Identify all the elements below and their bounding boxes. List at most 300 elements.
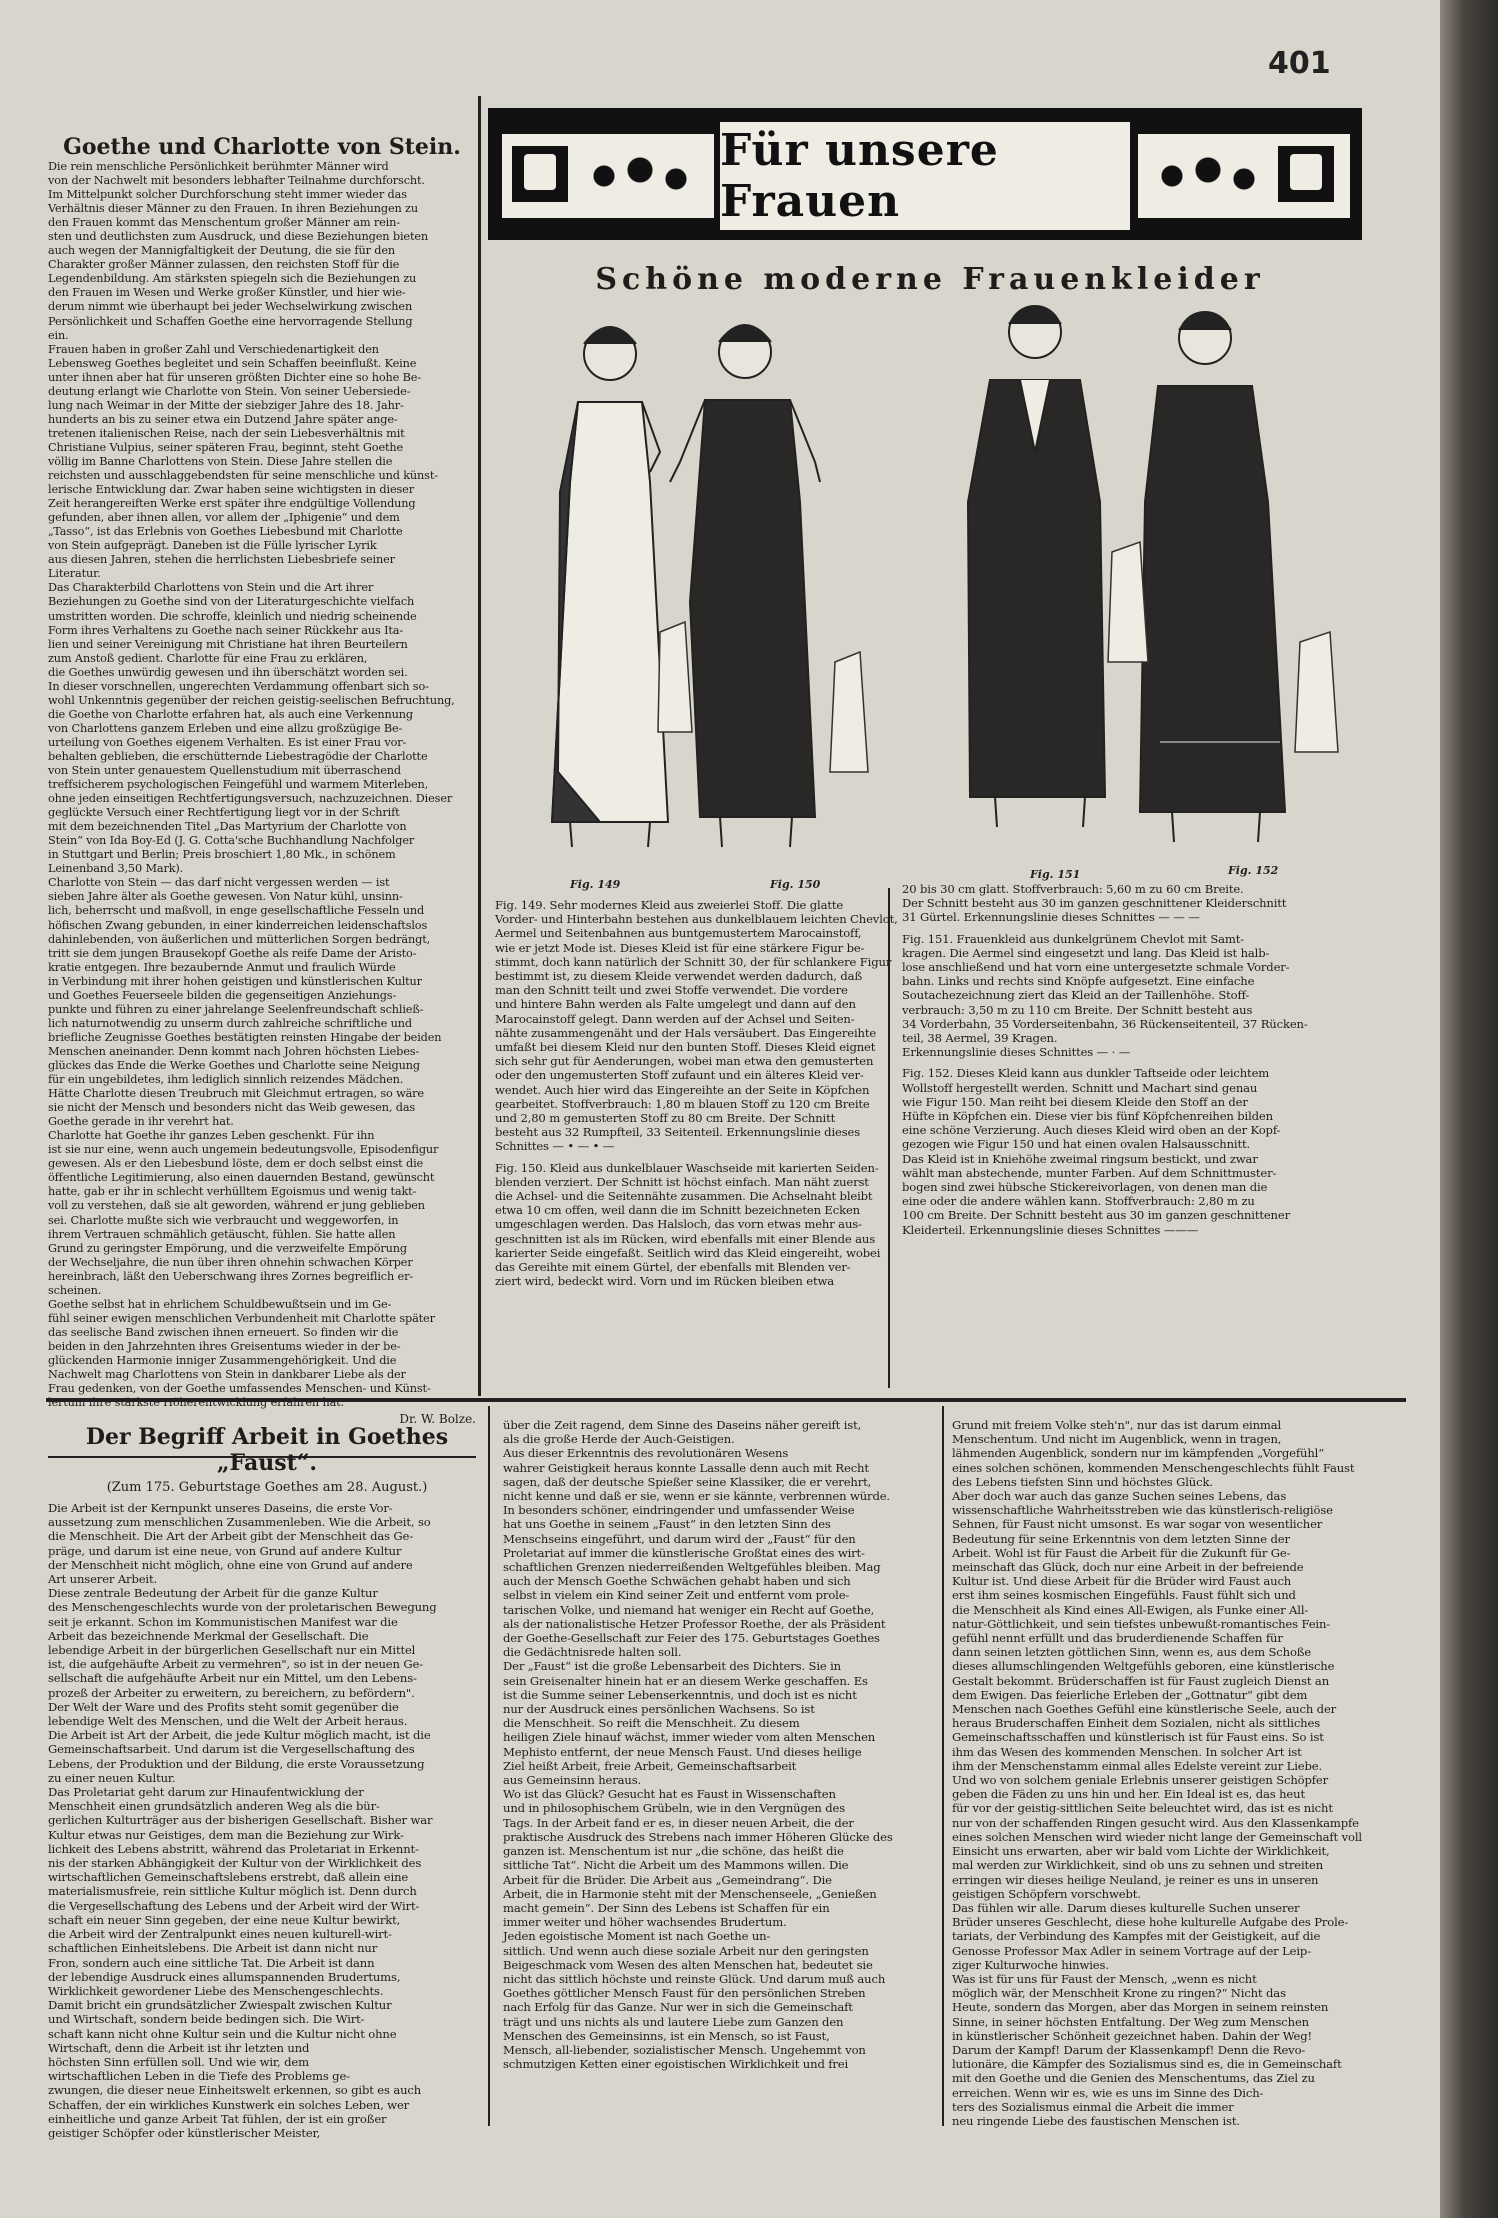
text-line: schaft ein neuer Sinn gegeben, der eine neue Kultur bewirkt, bbox=[48, 1912, 401, 1927]
column-divider bbox=[488, 1406, 490, 2126]
text-line: in Verbindung mit ihrer hohen geistigen und künstlerischen Kultur bbox=[48, 974, 422, 988]
text-line: ohne jeden einseitigen Rechtfertigungsversuch, nachzuzeichnen. Dieser bbox=[48, 792, 453, 806]
text-line: den Frauen kommt das Menschentum großer Männer am rein- bbox=[48, 216, 400, 230]
figure-152 bbox=[1140, 312, 1285, 842]
text-line: kragen. Die Aermel sind eingesetzt und lang. Das Kleid ist halb- bbox=[902, 945, 1270, 960]
text-line: gefühl nennt erfüllt und das bruderdienende Schaffen für bbox=[952, 1631, 1283, 1646]
text-line: Schaffen, der ein wirkliches Kunstwerk ein solches Leben, wer bbox=[48, 2097, 410, 2112]
text-line: sellschaft die aufgehäufte Arbeit nur ein Mittel, um den Lebens- bbox=[48, 1671, 417, 1686]
text-line: sich sehr gut für Aenderungen, wobei man etwa den gemusterten bbox=[495, 1054, 874, 1069]
text-line: kratie entgegen. Ihre bezaubernde Anmut und fraulich Würde bbox=[48, 960, 396, 974]
text-line: Zeit herangereiften Werke erst später ihre endgültige Vollendung bbox=[48, 497, 416, 511]
text-line: etwa 10 cm offen, weil dann die im Schnitt bezeichneten Ecken bbox=[495, 1203, 860, 1218]
text-line: eines solchen Menschen wird wieder nicht lange der Gemeinschaft voll bbox=[952, 1829, 1362, 1844]
text-line: als der nationalistische Hetzer Professor Roethe, der als Präsident bbox=[503, 1616, 886, 1631]
text-line: Arbeit. Wohl ist für Faust die Arbeit für die Zukunft für Ge- bbox=[952, 1545, 1291, 1560]
text-line: ihm das Wesen des kommenden Menschen. In solcher Art ist bbox=[952, 1744, 1302, 1759]
text-line: gerlichen Kulturträger aus der bisherigen Gesellschaft. Bisher war bbox=[48, 1813, 433, 1828]
text-line: neu ringende Liebe des faustischen Menschen ist. bbox=[952, 2113, 1240, 2128]
text-line: erreichen. Wenn wir es, wie es uns im Sinne des Dich- bbox=[952, 2085, 1264, 2100]
figure-label: Fig. 149 bbox=[570, 878, 621, 891]
text-line: das Gereihte mit einem Gürtel, der ebenfalls mit Blenden ver- bbox=[495, 1260, 851, 1275]
text-line: natur-Göttlichkeit, und sein tiefstes unbewußt-romantisches Fein- bbox=[952, 1616, 1331, 1631]
text-line: hunderts an bis zu seiner etwa ein Dutzend Jahre später ange- bbox=[48, 412, 398, 426]
text-line: von Stein unter genauestem Quellenstudium mit überraschend bbox=[48, 764, 401, 778]
text-line: Gestalt bekommt. Brüderschaffen ist für Faust zugleich Dienst an bbox=[952, 1673, 1330, 1688]
text-line: punkte und führen zu einer jahrelange Seelenfreundschaft schließ- bbox=[48, 1002, 424, 1016]
text-line: Beziehungen zu Goethe sind von der Literaturgeschichte vielfach bbox=[48, 595, 415, 609]
text-line: als die große Herde der Auch-Geistigen. bbox=[503, 1432, 735, 1447]
text-line: blenden verziert. Der Schnitt ist höchst einfach. Man näht zuerst bbox=[495, 1174, 869, 1189]
text-line: Wirtschaft, denn die Arbeit ist ihr letzten und bbox=[48, 2040, 310, 2055]
text-line: des Menschengeschlechts wurde von der proletarischen Bewegung bbox=[48, 1600, 437, 1615]
text-line: Gemeinschaftsarbeit. Und darum ist die Vergesellschaftung des bbox=[48, 1742, 415, 1757]
text-line: gewesen. Als er den Liebesbund löste, dem er doch selbst einst die bbox=[48, 1157, 424, 1171]
text-line: dieses allumschlingenden Weltgefühls geboren, eine künstlerische bbox=[952, 1659, 1335, 1674]
text-line: In dieser vorschnellen, ungerechten Verdammung offenbart sich so- bbox=[48, 679, 429, 693]
text-line: Stein“ von Ida Boy-Ed (J. G. Cotta'sche Buchhandlung Nachfolger bbox=[48, 834, 415, 848]
text-line: erringen wir dieses heilige Neuland, je reiner es uns in unseren bbox=[952, 1872, 1319, 1887]
article-body bbox=[48, 160, 476, 1410]
text-line: die Menschheit. So reift die Menschheit. Zu diesem bbox=[503, 1716, 800, 1731]
text-line: Das Kleid ist in Kniehöhe zweimal ringsum bestickt, und zwar bbox=[902, 1151, 1258, 1166]
faust-article-column-3 bbox=[952, 1418, 1384, 2128]
text-line: geistigen Schöpfern vorschwebt. bbox=[952, 1886, 1141, 1901]
text-line: und in philosophischem Grübeln, wie in den Vergnügen des bbox=[503, 1801, 846, 1816]
text-line: dahinlebenden, von äußerlichen und mütterlichen Sorgen bedrängt, bbox=[48, 932, 431, 946]
text-line: eines solchen schönen, kommenden Menschengeschlechts fühlt Faust bbox=[952, 1460, 1355, 1475]
text-line: aussetzung zum menschlichen Zusammenleben. Wie die Arbeit, so bbox=[48, 1515, 431, 1530]
text-line: Mephisto entfernt, der neue Mensch Faust. Und dieses heilige bbox=[503, 1744, 862, 1759]
text-line: nähte zusammengenäht und der Hals versäubert. Das Eingereihte bbox=[495, 1025, 877, 1040]
text-line: Das Charakterbild Charlottens von Stein und die Art ihrer bbox=[48, 581, 374, 595]
text-line: der Goethe-Gesellschaft zur Feier des 175. Geburtstages Goethes bbox=[503, 1631, 880, 1646]
text-line: heiligen Ziele hinauf wächst, immer wieder vom alten Menschen bbox=[503, 1730, 876, 1745]
text-line: zu einer neuen Kultur. bbox=[48, 1770, 176, 1785]
text-line: sieben Jahre älter als Goethe gewesen. Von Natur kühl, unsinn- bbox=[48, 890, 403, 904]
text-line: lung nach Weimar in der Mitte der siebziger Jahre des 18. Jahr- bbox=[48, 398, 404, 412]
text-line: macht gemein“. Der Sinn des Lebens ist Schaffen für ein bbox=[503, 1900, 830, 1915]
text-line: heraus Bruderschaffen Einheit dem Sozialen, nicht als sittliches bbox=[952, 1716, 1320, 1731]
text-line: Lebens, der Produktion und der Bildung, die erste Voraussetzung bbox=[48, 1756, 425, 1771]
text-line: Mensch, all-liebender, sozialistischer Mensch. Ungehemmt von bbox=[503, 2042, 866, 2057]
text-line: ters des Sozialismus einmal die Arbeit die immer bbox=[952, 2099, 1234, 2114]
text-line: hereinbrach, läßt den Ueberschwang ihres Zornes begreiflich er- bbox=[48, 1269, 413, 1283]
text-line: teil, 38 Aermel, 39 Kragen. bbox=[902, 1031, 1058, 1046]
text-line: ein. bbox=[48, 328, 69, 342]
figure-label: Fig. 151 bbox=[1030, 868, 1081, 881]
text-line: die Arbeit wird der Zentralpunkt eines neuen kulturell-wirt- bbox=[48, 1927, 392, 1942]
text-line: wie Figur 150. Man reiht bei diesem Kleide den Stoff an der bbox=[902, 1094, 1248, 1109]
text-line: Goethe selbst hat in ehrlichem Schuldbewußtsein und im Ge- bbox=[48, 1297, 392, 1311]
text-line: lutionäre, die Kämpfer des Sozialismus sind es, die in Gemeinschaft bbox=[952, 2057, 1342, 2072]
text-line: reichsten und ausschlaggebendsten für seine menschliche und künst- bbox=[48, 469, 438, 483]
text-line: Hätte Charlotte diesen Treubruch mit Gleichmut ertragen, so wäre bbox=[48, 1087, 424, 1101]
banner-title-box bbox=[718, 120, 1132, 232]
text-line: man den Schnitt teilt und zwei Stoffe verwendet. Die vordere bbox=[495, 983, 848, 998]
text-line: ist die Summe seiner Lebenserkenntnis, und doch ist es nicht bbox=[503, 1687, 857, 1702]
text-line: Soutachezeichnung ziert das Kleid an der Taillenhöhe. Stoff- bbox=[902, 988, 1250, 1003]
faust-article-column-1 bbox=[48, 1424, 486, 2140]
text-line: das seelische Band zwischen ihnen erneuert. So finden wir die bbox=[48, 1325, 399, 1339]
text-line: Einsicht uns erwarten, aber wir bald vom Lichte der Wirklichkeit, bbox=[952, 1844, 1330, 1859]
text-line: sie nicht der Mensch und besonders nicht das Weib gewesen, das bbox=[48, 1101, 416, 1115]
dress-description-149-150 bbox=[495, 898, 935, 1398]
text-line: auch der Mensch Goethe Schwächen gehabt haben und sich bbox=[503, 1574, 851, 1589]
text-line: nach Erfolg für das Ganze. Nur wer in sich die Gemeinschaft bbox=[503, 2000, 853, 2015]
text-line: Grund zu geringster Empörung, und die verzweifelte Empörung bbox=[48, 1241, 407, 1255]
text-line: sten und deutlichsten zum Ausdruck, und diese Beziehungen bieten bbox=[48, 230, 428, 244]
text-line: dem Ewigen. Das feierliche Erleben der „Gottnatur“ gibt dem bbox=[952, 1687, 1308, 1702]
text-line: In besonders schöner, eindringender und umfassender Weise bbox=[503, 1503, 855, 1518]
text-line: des Lebens tiefsten Sinn und höchstes Glück. bbox=[952, 1474, 1213, 1489]
text-line: 20 bis 30 cm glatt. Stoffverbrauch: 5,60 m zu 60 cm Breite. bbox=[902, 882, 1244, 896]
text-line: die Menschheit als Kind eines All-Ewigen, als Funke einer All- bbox=[952, 1602, 1309, 1617]
text-line: der lebendige Ausdruck eines allumspannenden Brudertums, bbox=[48, 1969, 401, 1984]
text-line: Kultur ist. Und diese Arbeit für die Brüder wird Faust auch bbox=[952, 1574, 1292, 1589]
text-line: völlig im Banne Charlottens von Stein. Diese Jahre stellen die bbox=[48, 454, 393, 468]
text-line: Im Mittelpunkt solcher Durchforschung steht immer wieder das bbox=[48, 188, 407, 202]
text-line: „Tasso“, ist das Erlebnis von Goethes Liebesbund mit Charlotte bbox=[48, 525, 403, 539]
article-title: Goethe und Charlotte von Stein. bbox=[63, 134, 461, 160]
figure-label: Fig. 152 bbox=[1228, 864, 1279, 877]
text-line: Menschseins eingeführt, und darum wird der „Faust“ für den bbox=[503, 1531, 856, 1546]
text-line bbox=[495, 1154, 935, 1161]
banner-title: Für unsere Frauen bbox=[720, 125, 999, 227]
text-line: nis der starken Abhängigkeit der Kultur von der Wirklichkeit des bbox=[48, 1856, 422, 1871]
text-line: Das Proletariat geht darum zur Hinaufentwicklung der bbox=[48, 1785, 364, 1800]
text-line: Sehnen, für Faust nicht umsonst. Es war sogar von wesentlicher bbox=[952, 1517, 1323, 1532]
text-line: für vor der geistig-sittlichen Seite beleuchtet wird, das ist es nicht bbox=[952, 1801, 1333, 1816]
text-line: Sinne, in seiner höchsten Entfaltung. Der Weg zum Menschen bbox=[952, 2014, 1309, 2029]
text-line: in Stuttgart und Berlin; Preis broschiert 1,80 Mk., in schönem bbox=[48, 848, 396, 862]
text-line: dann seinen letzten göttlichen Sinn, wenn es, aus dem Schoße bbox=[952, 1645, 1312, 1660]
text-line: Leinenband 3,50 Mark). bbox=[48, 862, 184, 876]
text-line: ist sie nur eine, wenn auch ungemein bedeutungsvolle, Episodenfigur bbox=[48, 1143, 439, 1157]
faust-article-column-2 bbox=[503, 1418, 937, 2124]
text-line: in künstlerischer Schönheit gezeichnet haben. Dahin der Weg! bbox=[952, 2028, 1313, 2043]
text-line: briefliche Zeugnisse Goethes bestätigten reinsten Hingabe der beiden bbox=[48, 1030, 442, 1044]
text-line: Fig. 152. Dieses Kleid kann aus dunkler Taftseide oder leichtem bbox=[902, 1066, 1270, 1081]
text-line: sagen, daß der deutsche Spießer seine Klassiker, die er verehrt, bbox=[503, 1474, 872, 1489]
text-line: Arbeit für die Brüder. Die Arbeit aus „Gemeindrang“. Die bbox=[503, 1872, 832, 1887]
text-line: geschnitten ist als im Rücken, wird ebenfalls mit einer Blende aus bbox=[495, 1231, 876, 1246]
text-line: Menschen aneinander. Denn kommt nach Johren höchsten Liebes- bbox=[48, 1044, 420, 1058]
text-line: aus diesen Jahren, stehen die herrlichsten Liebesbriefe seiner bbox=[48, 553, 395, 567]
text-line: Fron, sondern auch eine sittliche Tat. Die Arbeit ist dann bbox=[48, 1955, 375, 1970]
text-line: sei. Charlotte mußte sich wie verbraucht und weggeworfen, in bbox=[48, 1213, 399, 1227]
text-line: Fig. 150. Kleid aus dunkelblauer Waschseide mit karierten Seiden- bbox=[495, 1160, 879, 1175]
text-line: Menschen nach Goethes Gefühl eine künstlerische Seele, auch der bbox=[952, 1702, 1337, 1717]
text-line: den Frauen im Wesen und Werke großer Künstler, und hier wie- bbox=[48, 286, 406, 300]
text-line: tritt sie dem jungen Brausekopf Goethe als reife Dame der Aristo- bbox=[48, 946, 417, 960]
column-divider bbox=[942, 1406, 944, 2126]
text-line: Proletariat auf immer die künstlerische Großtat eines des wirt- bbox=[503, 1545, 865, 1560]
text-line: Brüder unseres Geschlecht, diese hohe kulturelle Aufgabe des Prole- bbox=[952, 1915, 1349, 1930]
text-line: karierter Seide eingefaßt. Seitlich wird das Kleid eingereiht, wobei bbox=[495, 1245, 881, 1260]
text-line: Was ist für uns für Faust der Mensch, „wenn es nicht bbox=[952, 1971, 1257, 1986]
text-line: über die Zeit ragend, dem Sinne des Daseins näher gereift ist, bbox=[503, 1418, 862, 1432]
text-line: Tags. In der Arbeit fand er es, in dieser neuen Arbeit, die der bbox=[503, 1815, 854, 1830]
text-line: auch wegen der Mannigfaltigkeit der Deutung, die sie für den bbox=[48, 244, 396, 258]
article-subtitle: (Zum 175. Geburtstage Goethes am 28. August.) bbox=[106, 1480, 428, 1495]
text-line: Charakter großer Männer zulassen, den reichsten Stoff für die bbox=[48, 258, 400, 272]
text-line: nur der Ausdruck eines persönlichen Wachsens. So ist bbox=[503, 1702, 815, 1717]
text-line: Der Welt der Ware und des Profits steht somit gegenüber die bbox=[48, 1699, 399, 1714]
text-line: wendet. Auch hier wird das Eingereihte an der Seite in Köpfchen bbox=[495, 1082, 870, 1097]
text-line: selbst in vielem ein Kind seiner Zeit und entfernt vom prole- bbox=[503, 1588, 850, 1603]
text-line: möglich wär, der Menschheit Krone zu ringen?“ Nicht das bbox=[952, 1986, 1286, 2001]
text-line: wählt man abstechende, munter Farben. Auf dem Schnittmuster- bbox=[902, 1165, 1277, 1180]
text-line: Der „Faust“ ist die große Lebensarbeit des Dichters. Sie in bbox=[503, 1659, 841, 1674]
text-line: für ein ungebildetes, ihm lediglich sinnlich reizendes Mädchen. bbox=[48, 1073, 404, 1087]
text-line: höfischen Zwang gebunden, in einer kinderreichen leidenschaftslos bbox=[48, 918, 428, 932]
text-line: wohl Unkenntnis gegenüber der reichen geistig-seelischen Befruchtung, bbox=[48, 693, 455, 707]
text-line: wirtschaftlichen Leben in die Tiefe des Problems ge- bbox=[48, 2069, 350, 2084]
text-line: ist, die aufgehäufte Arbeit zu vermehren", so ist in der neuen Ge- bbox=[48, 1657, 423, 1672]
text-line: schmutzigen Ketten einer egoistischen Wirklichkeit und frei bbox=[503, 2057, 849, 2072]
text-line: oder den ungemusterten Stoff zufaunt und ein älteres Kleid ver- bbox=[495, 1068, 864, 1083]
text-line: materialismusfreie, rein sittliche Kultur möglich ist. Denn durch bbox=[48, 1884, 417, 1899]
text-line: Wirklichkeit gewordener Liebe des Menschengeschlechts. bbox=[48, 1983, 384, 1998]
text-line: zwungen, die dieser neue Einheitswelt erkennen, so gibt es auch bbox=[48, 2083, 422, 2098]
text-line: Grund mit freiem Volke steh'n", nur das ist darum einmal bbox=[952, 1418, 1282, 1432]
text-line: unter ihnen aber hat für unseren größten Dichter eine so hohe Be- bbox=[48, 370, 421, 384]
text-line: nicht kenne und daß er sie, wenn er sie kännte, verbrennen würde. bbox=[503, 1489, 890, 1504]
text-line: die Vergesellschaftung des Lebens und der Arbeit wird der Wirt- bbox=[48, 1898, 420, 1913]
text-line: Verhältnis dieser Männer zu den Frauen. In ihren Beziehungen zu bbox=[48, 202, 418, 216]
text-line: treffsicherem psychologischen Feingefühl und warmem Miterleben, bbox=[48, 778, 429, 792]
text-line: prozeß der Arbeiter zu erweitern, zu bereichern, zu befördern". bbox=[48, 1685, 415, 1700]
text-line: Goethe gerade in ihr verehrt hat. bbox=[48, 1115, 234, 1129]
text-line: lähmenden Augenblick, sondern nur im kämpfenden „Vorgefühl“ bbox=[952, 1446, 1324, 1461]
text-line: Persönlichkeit und Schaffen Goethe eine hervorragende Stellung bbox=[48, 314, 413, 328]
text-line: Frau gedenken, von der Goethe umfassendes Menschen- und Künst- bbox=[48, 1382, 431, 1396]
text-line: die Achsel- und die Seitennähte zusammen. Die Achselnaht bleibt bbox=[495, 1189, 873, 1204]
text-line: Wo ist das Glück? Gesucht hat es Faust in Wissenschaften bbox=[503, 1787, 836, 1802]
text-line: Hüfte in Köpfchen ein. Diese vier bis fünf Köpfchenreihen bilden bbox=[902, 1109, 1273, 1124]
text-line: ihm der Menschenstamm einmal alles Edelste vereint zur Liebe. bbox=[952, 1758, 1322, 1773]
text-line: die Goethes unwürdig gewesen und ihn überschätzt worden sei. bbox=[48, 665, 408, 679]
text-line: umgeschlagen werden. Das Halsloch, das vorn etwas mehr aus- bbox=[495, 1217, 862, 1232]
text-line: Charlotte von Stein — das darf nicht vergessen werden — ist bbox=[48, 876, 390, 890]
text-line: immer weiter und höher wachsendes Brudertum. bbox=[503, 1915, 787, 1930]
text-line: Charlotte hat Goethe ihr ganzes Leben geschenkt. Für ihn bbox=[48, 1129, 375, 1143]
text-line: lien und seiner Vereinigung mit Christiane hat ihren Beurteilern bbox=[48, 637, 408, 651]
text-line: Art unserer Arbeit. bbox=[48, 1572, 158, 1587]
author-signature: Dr. W. Bolze. bbox=[399, 1412, 476, 1427]
text-line: trägt und uns nichts als und lautere Liebe zum Ganzen den bbox=[503, 2014, 844, 2029]
text-line: von Charlottens ganzem Erleben und eine allzu großzügige Be- bbox=[48, 721, 403, 735]
text-line: Literatur. bbox=[48, 567, 101, 581]
text-line: lertum ihre stärkste Höherentwicklung erfahren hat. bbox=[48, 1396, 344, 1410]
text-line: gefunden, aber ihnen allen, vor allem der „Iphigenie“ und dem bbox=[48, 511, 400, 525]
text-line: behalten geblieben, die erschütternde Liebestragödie der Charlotte bbox=[48, 749, 428, 763]
text-line: wirtschaftlichen Gemeinschaftslebens erstrebt, daß allein eine bbox=[48, 1870, 409, 1885]
text-line: sittlich. Und wenn auch diese soziale Arbeit nur den geringsten bbox=[503, 1943, 869, 1958]
text-line: Aermel und Seitenbahnen aus buntgemustertem Marocainstoff, bbox=[495, 926, 862, 941]
text-line: öffentliche Legitimierung, also einen dauernden Bestand, gewünscht bbox=[48, 1171, 435, 1185]
text-line: geglückte Versuch einer Rechtfertigung liegt vor in der Schrift bbox=[48, 806, 400, 820]
text-line: zum Anstoß gedient. Charlotte für eine Frau zu erklären, bbox=[48, 651, 368, 665]
text-line: tariats, der Verbindung des Kampfes mit der Geistigkeit, auf die bbox=[952, 1929, 1321, 1944]
text-line: stimmt, doch kann natürlich der Schnitt 30, der für schlankere Figur bbox=[495, 954, 892, 969]
text-line: Erkennungslinie dieses Schnittes — · — bbox=[902, 1045, 1131, 1060]
text-line: Die Arbeit ist der Kernpunkt unseres Daseins, die erste Vor- bbox=[48, 1501, 393, 1515]
text-line bbox=[902, 925, 1372, 932]
text-line: bahn. Links und rechts sind Knöpfe aufgesetzt. Eine einfache bbox=[902, 974, 1255, 989]
text-line: 100 cm Breite. Der Schnitt besteht aus 30 im ganzen geschnittener bbox=[902, 1208, 1290, 1223]
text-line: und Goethes Feuerseele bilden die gegenseitigen Anziehungs- bbox=[48, 988, 397, 1002]
text-line: lose anschließend und hat vorn eine untergesetzte schmale Vorder- bbox=[902, 960, 1290, 975]
text-line: Aus dieser Erkenntnis des revolutionären Wesens bbox=[503, 1446, 789, 1461]
text-line: die Menschheit. Die Art der Arbeit gibt der Menschheit das Ge- bbox=[48, 1529, 414, 1544]
text-line: 34 Vorderbahn, 35 Vorderseitenbahn, 36 Rückenseitenteil, 37 Rücken- bbox=[902, 1016, 1308, 1031]
text-line: eine oder die andere wählen kann. Stoffverbrauch: 2,80 m zu bbox=[902, 1194, 1255, 1209]
text-line: lich, beherrscht und maßvoll, in enge gesellschaftliche Fesseln und bbox=[48, 904, 425, 918]
text-line: Und wo von solchem geniale Erlebnis unserer geistigen Schöpfer bbox=[952, 1773, 1329, 1788]
text-line: nur von der schaffenden Ringen gesucht wird. Aus den Klassenkampfe bbox=[952, 1815, 1359, 1830]
text-line: Beigeschmack vom Wesen des alten Menschen hat, bedeutet sie bbox=[503, 1957, 873, 1972]
text-line: Der Schnitt besteht aus 30 im ganzen geschnittener Kleiderschnitt bbox=[902, 896, 1287, 911]
text-line: besteht aus 32 Rumpfteil, 33 Seitenteil. Erkennungslinie dieses bbox=[495, 1125, 861, 1140]
text-line: Vorder- und Hinterbahn bestehen aus dunkelblauem leichten Chevlot, bbox=[495, 912, 898, 927]
illustration-title: Schöne moderne Frauenkleider bbox=[595, 262, 1265, 297]
text-line: wie er jetzt Mode ist. Dieses Kleid ist für eine stärkere Figur be- bbox=[495, 940, 865, 955]
text-line: Diese zentrale Bedeutung der Arbeit für die ganze Kultur bbox=[48, 1586, 378, 1601]
text-line: Aber doch war auch das ganze Suchen seines Lebens, das bbox=[952, 1489, 1287, 1504]
text-line: Wollstoff hergestellt werden. Schnitt und Machart sind genau bbox=[902, 1080, 1258, 1095]
text-line: von der Nachwelt mit besonders lebhafter Teilnahme durchforscht. bbox=[48, 174, 425, 188]
text-line: der Wechseljahre, die nun über ihren ohnehin schwachen Körper bbox=[48, 1255, 413, 1269]
text-line: Arbeit das bezeichnende Merkmal der Gesellschaft. Die bbox=[48, 1628, 369, 1643]
text-line: hatte, gab er ihr in schlecht verhülltem Egoismus und wenig takt- bbox=[48, 1185, 417, 1199]
text-line: schaft kann nicht ohne Kultur sein und die Kultur nicht ohne bbox=[48, 2026, 397, 2041]
text-line: mit den Goethe und die Genien des Menschentums, das Ziel zu bbox=[952, 2071, 1315, 2086]
text-line: geistiger Schöpfer oder künstlerischer Meister, bbox=[48, 2125, 321, 2140]
text-line: Kultur etwas nur Geistiges, dem man die Beziehung zur Wirk- bbox=[48, 1827, 404, 1842]
text-line: lich naturnotwendig zu unserm durch zahlreiche schriftliche und bbox=[48, 1016, 412, 1030]
text-line: höchsten Sinn erfüllen soll. Und wie wir, dem bbox=[48, 2054, 309, 2069]
text-line: präge, und darum ist eine neue, von Grund auf andere Kultur bbox=[48, 1543, 402, 1558]
text-line: ziger Kulturwoche hinwies. bbox=[952, 1957, 1109, 1972]
text-line: Die Arbeit ist Art der Arbeit, die jede Kultur möglich macht, ist die bbox=[48, 1728, 431, 1743]
article-title: Der Begriff Arbeit in Goethes „Faust“. bbox=[85, 1424, 449, 1476]
text-line: und Wirtschaft, sondern beide bedingen sich. Die Wirt- bbox=[48, 2012, 365, 2027]
text-line: sein Greisenalter hinein hat er an diesem Werke geschaffen. Es bbox=[503, 1673, 868, 1688]
text-line: nicht das sittlich höchste und reinste Glück. Und darum muß auch bbox=[503, 1971, 886, 1986]
text-line: meinschaft das Glück, doch nur eine Arbeit in der befreiende bbox=[952, 1560, 1304, 1575]
text-line: glückenden Harmonie inniger Zusammengehörigkeit. Und die bbox=[48, 1353, 397, 1367]
text-line: tarischen Volke, und niemand hat weniger ein Recht auf Goethe, bbox=[503, 1602, 875, 1617]
text-line: Nachwelt mag Charlottens von Stein in dankbarer Liebe als der bbox=[48, 1368, 406, 1382]
text-line: umfaßt bei diesem Kleid nur den bunten Stoff. Dieses Kleid eignet bbox=[495, 1040, 876, 1055]
text-line: einheitliche und ganze Arbeit Tat fühlen, der ist ein großer bbox=[48, 2111, 387, 2126]
text-line: umstritten worden. Die schroffe, kleinlich und niedrig scheinende bbox=[48, 609, 417, 623]
column-divider bbox=[478, 96, 481, 1396]
text-line: Christiane Vulpius, seiner späteren Frau, beginnt, steht Goethe bbox=[48, 440, 404, 454]
text-line: Lebensweg Goethes begleitet und sein Schaffen beeinflußt. Keine bbox=[48, 356, 417, 370]
page-number: 401 bbox=[1268, 46, 1331, 81]
text-line: schaftlichen Einheitslebens. Die Arbeit ist dann nicht nur bbox=[48, 1941, 378, 1956]
text-line: Bedeutung für seine Erkenntnis von dem letzten Sinne der bbox=[952, 1531, 1290, 1546]
text-line: Arbeit, die in Harmonie steht mit der Menschenseele, „Genießen bbox=[503, 1886, 877, 1901]
dress-description-151-152 bbox=[902, 882, 1372, 1382]
text-line: Marocainstoff gelegt. Dann werden auf der Achsel und Seiten- bbox=[495, 1011, 855, 1026]
text-line: 31 Gürtel. Erkennungslinie dieses Schnittes — — — bbox=[902, 910, 1200, 925]
text-line: fühl seiner ewigen menschlichen Verbundenheit mit Charlotte später bbox=[48, 1311, 435, 1325]
text-line: ihrem Vertrauen schmählich getäuscht, fühlen. Sie hatte allen bbox=[48, 1227, 396, 1241]
stein-article bbox=[48, 134, 476, 1427]
text-line: derum nimmt wie überhaupt bei jeder Wechselwirkung zwischen bbox=[48, 300, 413, 314]
text-line: Schnittes — • — • — bbox=[495, 1139, 615, 1154]
text-line: Jeden egoistische Moment ist nach Goethe un- bbox=[503, 1929, 771, 1944]
text-line: sittliche Tat“. Nicht die Arbeit um des Mammons willen. Die bbox=[503, 1858, 849, 1873]
text-line: gearbeitet. Stoffverbrauch: 1,80 m blauen Stoff zu 120 cm Breite bbox=[495, 1096, 870, 1111]
text-line: Menschen des Gemeinsinns, ist ein Mensch, so ist Faust, bbox=[503, 2028, 830, 2043]
text-line: schaftlichen Grenzen niederreißenden Weltgefühles bleiben. Mag bbox=[503, 1560, 881, 1575]
text-line: deutung erlangt wie Charlotte von Stein. Von seiner Uebersiede- bbox=[48, 384, 411, 398]
text-line: ziert wird, bedeckt wird. Vorn und im Rücken bleiben etwa bbox=[495, 1274, 835, 1289]
text-line: Darum der Kampf! Darum der Klassenkampf! Denn die Revo- bbox=[952, 2042, 1306, 2057]
text-line: lebendige Welt des Menschen, und die Welt der Arbeit heraus. bbox=[48, 1714, 408, 1729]
figure-151 bbox=[968, 306, 1105, 827]
text-line: wahrer Geistigkeit heraus konnte Lassalle denn auch mit Recht bbox=[503, 1460, 869, 1475]
figure-149 bbox=[552, 327, 668, 847]
text-line: Legendenbildung. Am stärksten spiegeln sich die Beziehungen zu bbox=[48, 272, 417, 286]
book-binding-edge bbox=[1440, 0, 1498, 2218]
text-line: seit je erkannt. Schon im Kommunistischen Manifest war die bbox=[48, 1614, 398, 1629]
text-line bbox=[902, 1059, 1372, 1066]
text-line: mit dem bezeichnenden Titel „Das Martyrium der Charlotte von bbox=[48, 820, 407, 834]
text-line: beiden in den Jahrzehnten ihres Greisentums wieder in der be- bbox=[48, 1339, 401, 1353]
text-line: die Gedächtnisrede halten soll. bbox=[503, 1645, 682, 1660]
text-line: Form ihres Verhaltens zu Goethe nach seiner Rückkehr aus Ita- bbox=[48, 623, 404, 637]
text-line: lebendige Arbeit in der bürgerlichen Gesellschaft nur ein Mittel bbox=[48, 1643, 416, 1658]
text-line: verbrauch: 3,50 m zu 110 cm Breite. Der Schnitt besteht aus bbox=[902, 1002, 1253, 1017]
text-line: Damit bricht ein grundsätzlicher Zwiespalt zwischen Kultur bbox=[48, 1998, 392, 2013]
text-line: lichkeit des Lebens abstritt, während das Proletariat in Erkennt- bbox=[48, 1841, 419, 1856]
text-line: urteilung von Goethes eigenem Verhalten. Es ist einer Frau vor- bbox=[48, 735, 407, 749]
text-line: tretenen italienischen Reise, nach der sein Liebesverhältnis mit bbox=[48, 426, 405, 440]
text-line: bogen sind zwei hübsche Stickereivorlagen, von denen man die bbox=[902, 1180, 1268, 1195]
text-line: Die rein menschliche Persönlichkeit berühmter Männer wird bbox=[48, 160, 389, 173]
text-line: Das fühlen wir alle. Darum dieses kulturelle Suchen unserer bbox=[952, 1900, 1300, 1915]
text-line: praktische Ausdruck des Strebens nach immer Höheren Glücke des bbox=[503, 1829, 893, 1844]
ornament-left-icon bbox=[500, 120, 716, 232]
text-line: Ziel heißt Arbeit, freie Arbeit, Gemeinschaftsarbeit bbox=[503, 1758, 797, 1773]
text-line: erst ihm seines kosmischen Eingefühls. Faust fühlt sich und bbox=[952, 1588, 1296, 1603]
ornament-right-icon bbox=[1136, 120, 1352, 232]
text-line: scheinen. bbox=[48, 1283, 102, 1297]
text-line: lerische Entwicklung dar. Zwar haben seine wichtigsten in dieser bbox=[48, 483, 414, 497]
text-line: aus Gemeinsinn heraus. bbox=[503, 1773, 642, 1788]
section-banner bbox=[488, 108, 1362, 240]
text-line: bestimmt ist, zu diesem Kleide verwendet werden dadurch, daß bbox=[495, 969, 863, 984]
text-line: Heute, sondern das Morgen, aber das Morgen in seinem reinsten bbox=[952, 2000, 1329, 2015]
text-line: Menschentum. Und nicht im Augenblick, wenn in tragen, bbox=[952, 1432, 1282, 1447]
text-line: der Menschheit nicht möglich, ohne eine von Grund auf andere bbox=[48, 1557, 413, 1572]
text-line: glückes das Ende die Werke Goethes und Charlotte seine Neigung bbox=[48, 1059, 420, 1072]
text-line: von Stein aufgeprägt. Daneben ist die Fülle lyrischer Lyrik bbox=[48, 539, 377, 553]
dress-illustration bbox=[500, 302, 1400, 892]
text-line: Genosse Professor Max Adler in seinem Vortrage auf der Leip- bbox=[952, 1943, 1311, 1958]
text-line: gezogen wie Figur 150 und hat einen ovalen Halsausschnitt. bbox=[902, 1137, 1251, 1152]
text-line: eine schöne Verzierung. Auch dieses Kleid wird oben an der Kopf- bbox=[902, 1123, 1281, 1138]
text-line: Goethes göttlicher Mensch Faust für den persönlichen Streben bbox=[503, 1986, 866, 2001]
figure-150 bbox=[670, 325, 820, 847]
text-line: hat uns Goethe in seinem „Faust“ in den letzten Sinn des bbox=[503, 1517, 831, 1532]
